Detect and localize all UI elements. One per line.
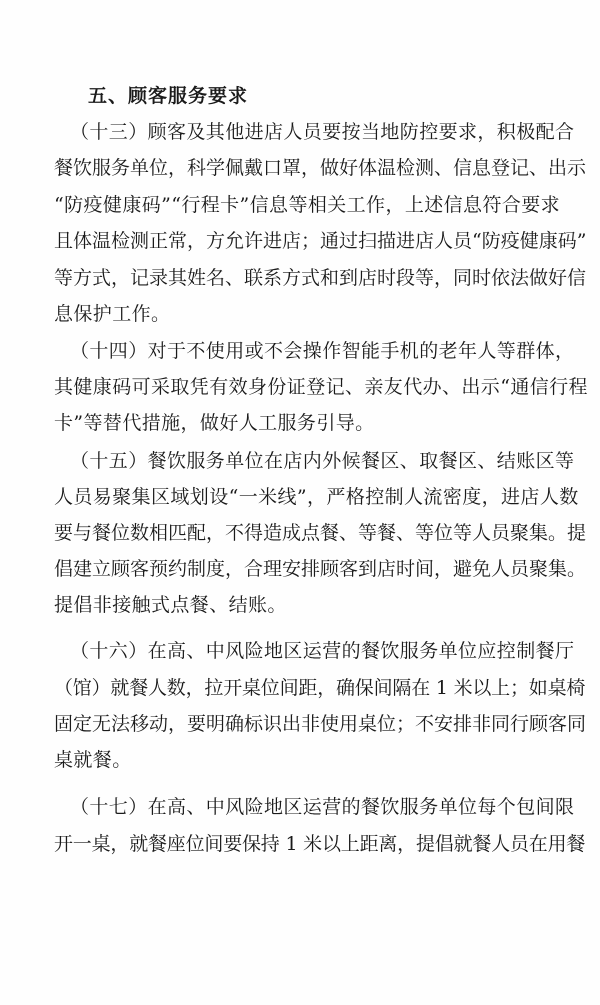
paragraph-16-line-3: 固定无法移动，要明确标识出非使用桌位；不安排非同行顾客同	[54, 713, 587, 735]
paragraph-15-line-4: 倡建立顾客预约制度，合理安排顾客到店时间，避免人员聚集。	[54, 558, 587, 580]
paragraph-15-line-5: 提倡非接触式点餐、结账。	[54, 594, 287, 616]
paragraph-13-line-4: 且体温检测正常，方允许进店；通过扫描进店人员“防疫健康码”	[54, 230, 587, 252]
paragraph-13-line-1: （十三）顾客及其他进店人员要按当地防控要求，积极配合	[70, 121, 575, 143]
paragraph-17-line-1: （十七）在高、中风险地区运营的餐饮服务单位每个包间限	[70, 796, 575, 818]
paragraph-13-line-2: 餐饮服务单位，科学佩戴口罩，做好体温检测、信息登记、出示	[54, 157, 587, 179]
paragraph-16-line-2: （馆）就餐人数，拉开桌位间距，确保间隔在 1 米以上；如桌椅	[54, 677, 586, 699]
paragraph-13-line-6: 息保护工作。	[54, 303, 171, 325]
paragraph-15-line-3: 要与餐位数相匹配，不得造成点餐、等餐、等位等人员聚集。提	[54, 522, 587, 544]
section-heading: 五、顾客服务要求	[88, 85, 249, 107]
paragraph-15-line-2: 人员易聚集区域划设“一米线”，严格控制人流密度，进店人数	[54, 486, 579, 508]
paragraph-14-line-3: 卡”等替代措施，做好人工服务引导。	[54, 412, 375, 434]
paragraph-13-line-5: 等方式，记录其姓名、联系方式和到店时段等，同时依法做好信	[54, 267, 587, 289]
paragraph-16-line-1: （十六）在高、中风险地区运营的餐饮服务单位应控制餐厅	[70, 640, 575, 662]
paragraph-13-line-3: “防疫健康码”“行程卡”信息等相关工作，上述信息符合要求	[54, 194, 561, 216]
paragraph-17-line-2: 开一桌，就餐座位间要保持 1 米以上距离，提倡就餐人员在用餐	[54, 833, 586, 855]
paragraph-14-line-2: 其健康码可采取凭有效身份证登记、亲友代办、出示“通信行程	[54, 376, 588, 398]
paragraph-14-line-1: （十四）对于不使用或不会操作智能手机的老年人等群体，	[70, 340, 575, 362]
paragraph-15-line-1: （十五）餐饮服务单位在店内外候餐区、取餐区、结账区等	[70, 450, 575, 472]
paragraph-16-line-4: 桌就餐。	[54, 749, 132, 771]
